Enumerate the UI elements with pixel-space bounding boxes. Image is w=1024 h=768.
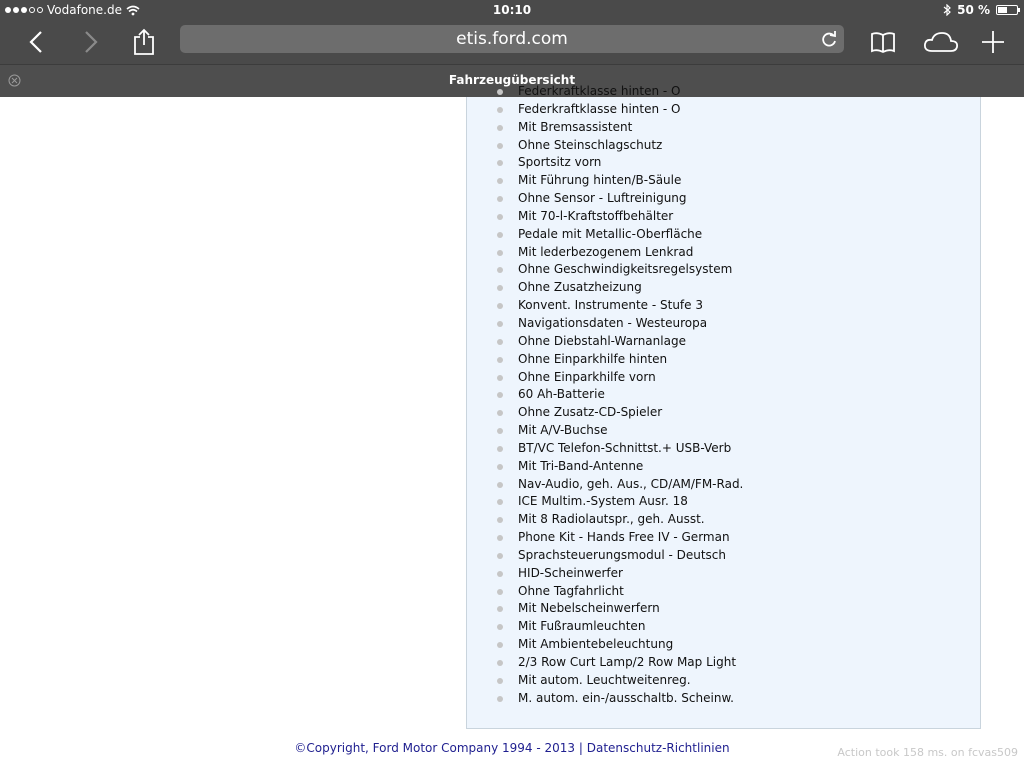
feature-item: Mit A/V-Buchse [467, 422, 980, 440]
status-time: 10:10 [492, 3, 532, 17]
chevron-left-icon [29, 30, 43, 54]
feature-item: Federkraftklasse hinten - O [467, 101, 980, 119]
feature-item: Ohne Diebstahl-Warnanlage [467, 333, 980, 351]
share-icon [133, 28, 155, 56]
feature-item: Ohne Zusatz-CD-Spieler [467, 404, 980, 422]
back-button[interactable] [20, 26, 52, 58]
browser-toolbar [0, 20, 1024, 64]
feature-item: Ohne Tagfahrlicht [467, 583, 980, 601]
feature-item: Ohne Sensor - Luftreinigung [467, 190, 980, 208]
chevron-right-icon [84, 30, 98, 54]
reload-icon[interactable] [820, 30, 838, 48]
address-url: etis.ford.com [456, 29, 568, 49]
feature-item: Federkraftklasse hinten - O [467, 83, 980, 101]
feature-item: Mit lederbezogenem Lenkrad [467, 244, 980, 262]
new-tab-button[interactable] [977, 26, 1009, 58]
feature-item: Phone Kit - Hands Free IV - German [467, 529, 980, 547]
tab-title[interactable]: Fahrzeugübersicht [448, 73, 576, 87]
copyright-text: ©Copyright, Ford Motor Company 1994 - 2013 [294, 741, 576, 755]
feature-item: Mit 70-l-Kraftstoffbehälter [467, 208, 980, 226]
feature-item: Mit 8 Radiolautspr., geh. Ausst. [467, 511, 980, 529]
bluetooth-icon [943, 4, 951, 16]
feature-item: Mit autom. Leuchtweitenreg. [467, 672, 980, 690]
feature-item: Ohne Einparkhilfe vorn [467, 369, 980, 387]
feature-item: Pedale mit Metallic-Oberfläche [467, 226, 980, 244]
feature-item: Ohne Geschwindigkeitsregelsystem [467, 261, 980, 279]
feature-item: Ohne Einparkhilfe hinten [467, 351, 980, 369]
carrier-name: Vodafone.de [47, 3, 122, 17]
feature-item: Navigationsdaten - Westeuropa [467, 315, 980, 333]
battery-percent: 50 % [957, 3, 990, 17]
privacy-link[interactable]: Datenschutz-Richtlinien [586, 741, 730, 755]
action-timing-note: Action took 158 ms. on fcvas509 [837, 746, 1018, 759]
status-right [943, 3, 1018, 17]
feature-item: Mit Fußraumleuchten [467, 618, 980, 636]
plus-icon [981, 30, 1005, 54]
feature-item: Ohne Zusatzheizung [467, 279, 980, 297]
feature-item: Mit Führung hinten/B-Säule [467, 172, 980, 190]
forward-button[interactable] [75, 26, 107, 58]
bookmarks-button[interactable] [867, 26, 899, 58]
feature-item: Mit Tri-Band-Antenne [467, 458, 980, 476]
share-button[interactable] [128, 26, 160, 58]
address-bar[interactable] [180, 25, 844, 53]
feature-item: Mit Ambientebeleuchtung [467, 636, 980, 654]
book-icon [870, 31, 896, 53]
feature-item: M. autom. ein-/ausschaltb. Scheinw. [467, 690, 980, 708]
footer-separator: | [575, 741, 587, 755]
feature-item: Ohne Steinschlagschutz [467, 137, 980, 155]
feature-item: ICE Multim.-System Ausr. 18 [467, 493, 980, 511]
battery-level [998, 7, 1007, 13]
feature-item: Mit Nebelscheinwerfern [467, 600, 980, 618]
feature-item: Sprachsteuerungsmodul - Deutsch [467, 547, 980, 565]
feature-item: BT/VC Telefon-Schnittst.+ USB-Verb [467, 440, 980, 458]
feature-item: Sportsitz vorn [467, 154, 980, 172]
feature-item: Mit Bremsassistent [467, 119, 980, 137]
feature-item: Konvent. Instrumente - Stufe 3 [467, 297, 980, 315]
feature-list [467, 83, 980, 708]
feature-item: Nav-Audio, geh. Aus., CD/AM/FM-Rad. [467, 476, 980, 494]
cloud-icon [923, 31, 959, 53]
feature-item: 2/3 Row Curt Lamp/2 Row Map Light [467, 654, 980, 672]
vehicle-features-panel [466, 84, 981, 729]
battery-icon [996, 5, 1018, 15]
feature-item: HID-Scheinwerfer [467, 565, 980, 583]
status-bar [0, 0, 1024, 20]
icloud-tabs-button[interactable] [922, 26, 960, 58]
feature-item: 60 Ah-Batterie [467, 386, 980, 404]
